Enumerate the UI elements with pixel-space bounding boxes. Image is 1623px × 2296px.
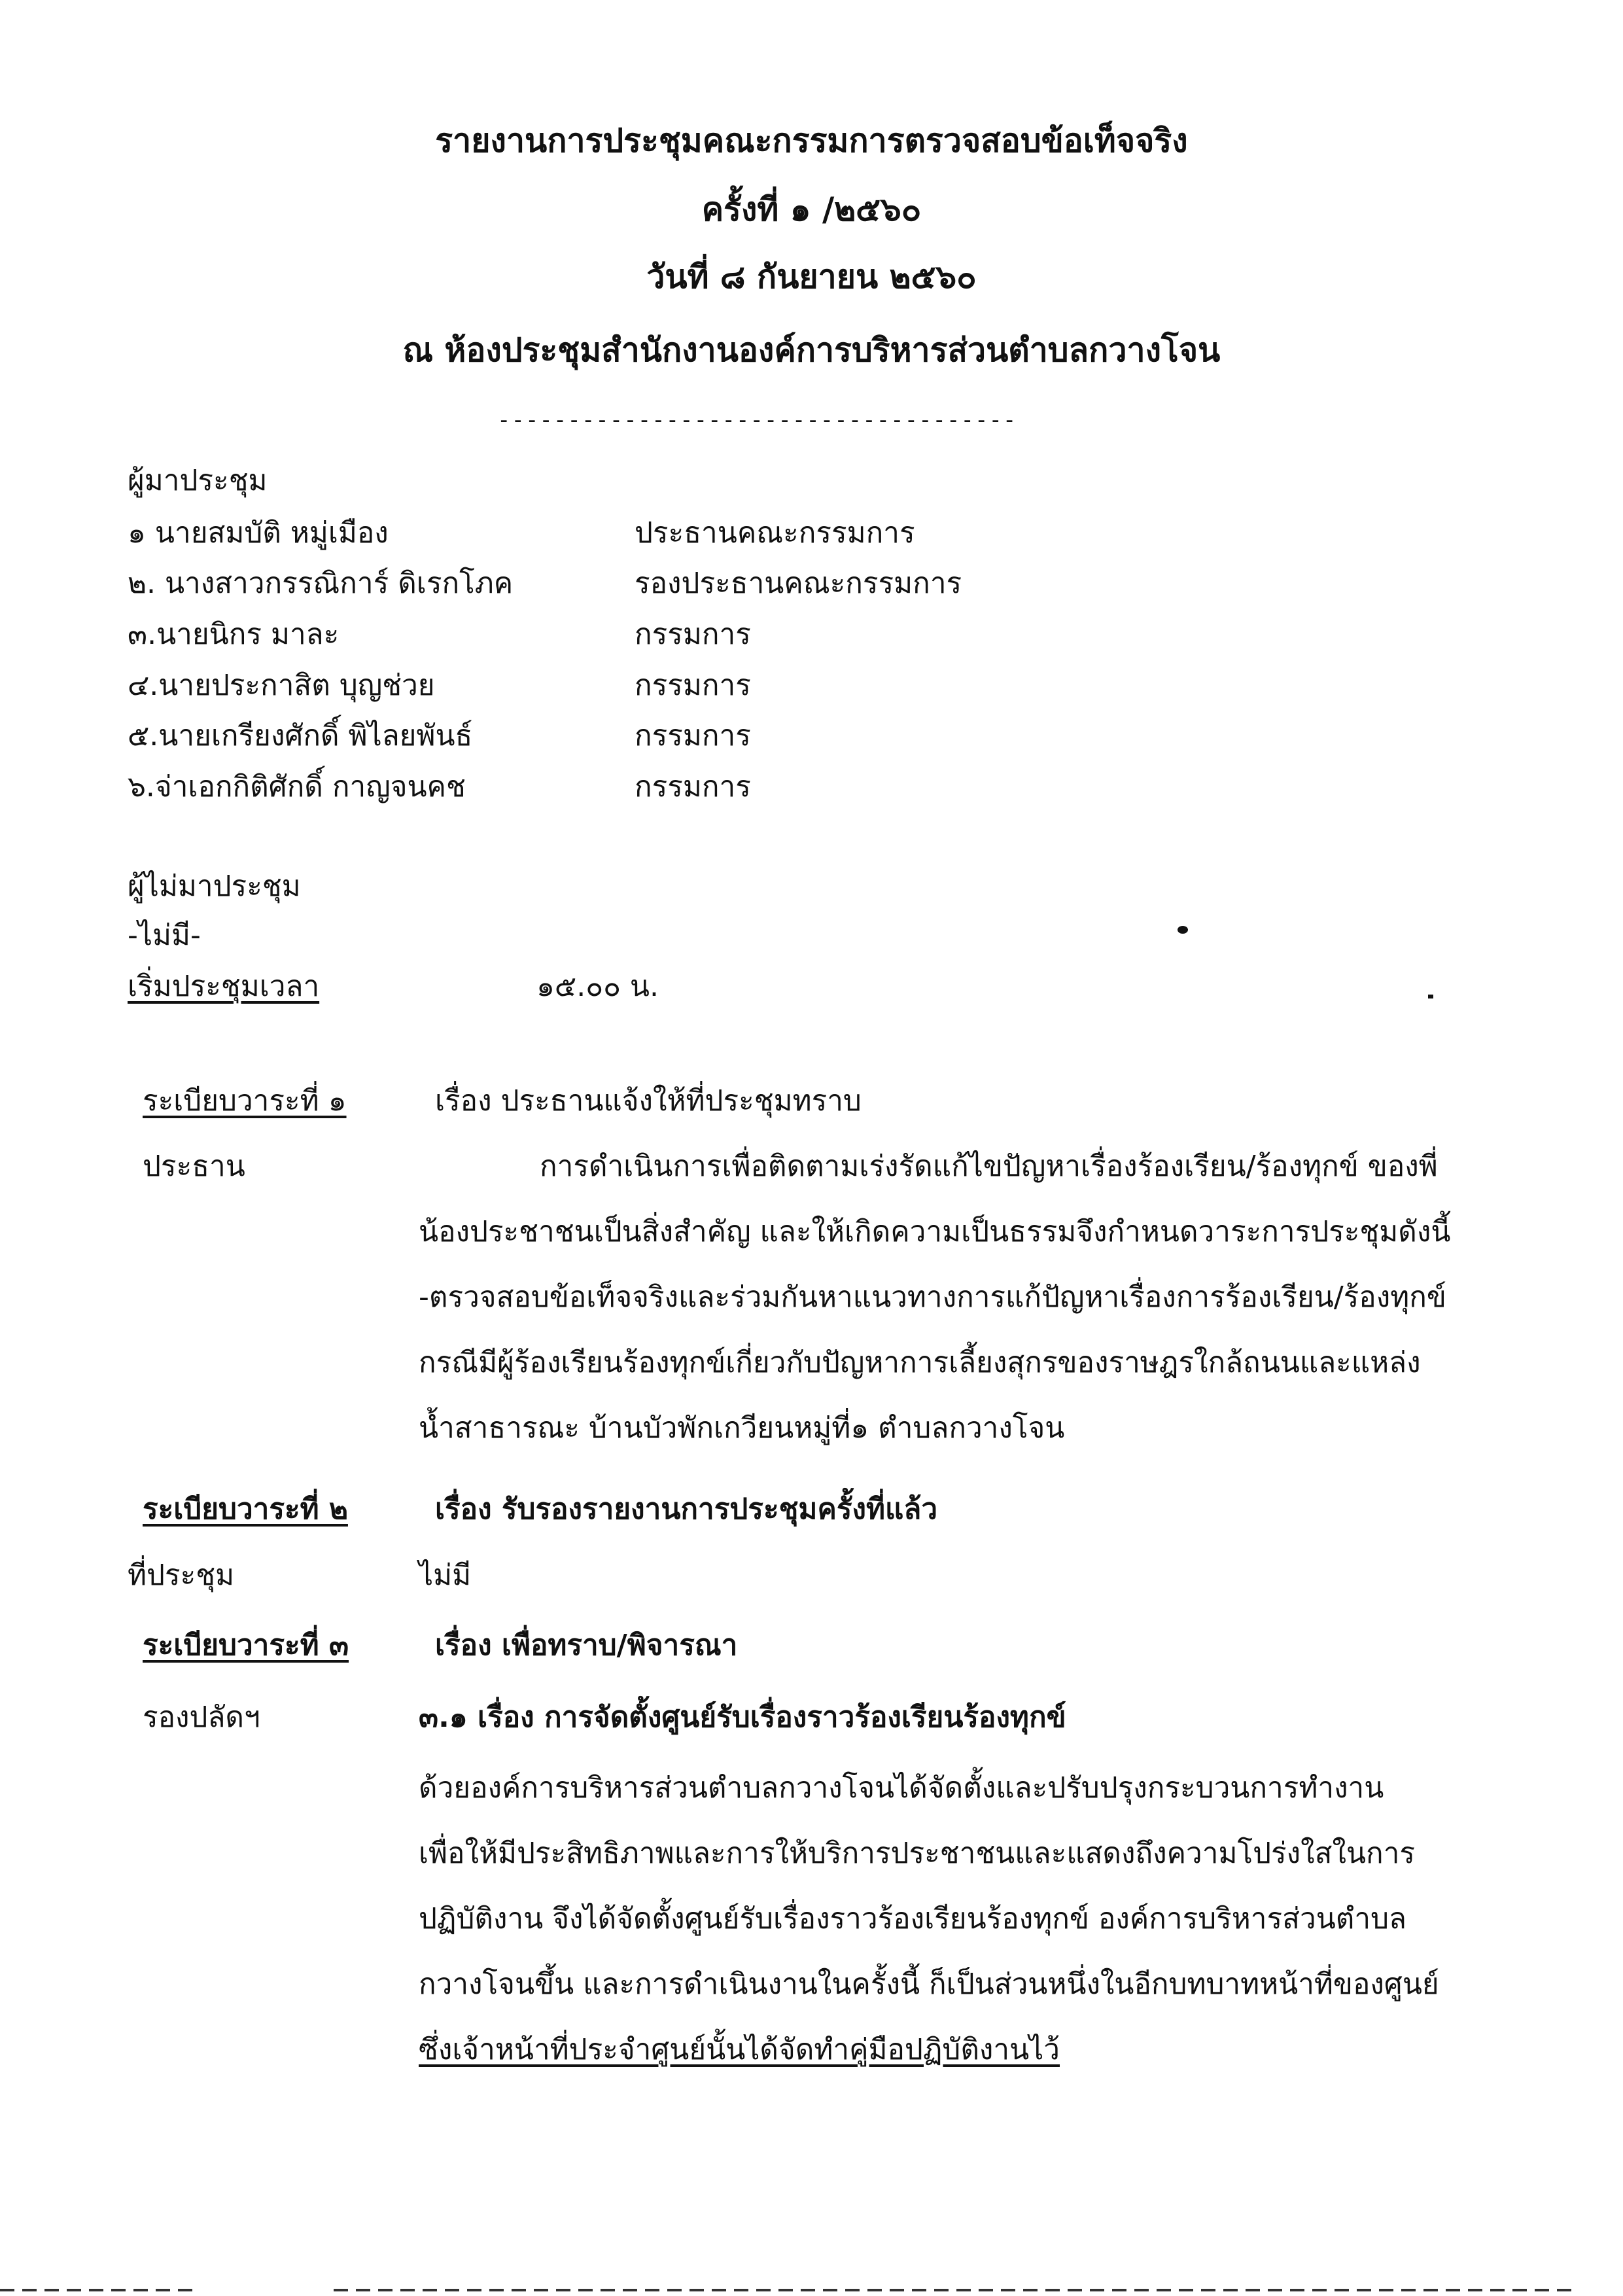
agenda-1-line: น้ำสาธารณะ บ้านบัวพักเกวียนหมู่ที่๑ ตำบลกวางโจน	[419, 1411, 1065, 1445]
agenda-1-speaker: ประธาน	[143, 1150, 245, 1183]
attendee-name: ๓.นายนิกร มาละ	[128, 618, 340, 651]
agenda-3-line: ซึ่งเจ้าหน้าที่ประจำศูนย์นั้นได้จัดทำคู่มือปฏิบัติงานไว้	[419, 2033, 1060, 2066]
attendee-role: กรรมการ	[635, 719, 751, 752]
start-time-value: ๑๕.๐๐ น.	[536, 970, 659, 1003]
attendee-name: ๔.นายประกาสิต บุญช่วย	[128, 669, 435, 702]
scan-edge-artifact	[0, 2289, 196, 2291]
agenda-1-line: น้องประชาชนเป็นสิ่งสำคัญ และให้เกิดความเป็นธรรมจึงกำหนดวาระการประชุมดังนี้	[419, 1215, 1451, 1248]
agenda-1-line: การดำเนินการเพื่อติดตามเร่งรัดแก้ไขปัญหาเรื่องร้องเรียน/ร้องทุกข์ ของพี่	[540, 1150, 1438, 1183]
agenda-3-label: ระเบียบวาระที่ ๓	[143, 1629, 349, 1662]
meeting-venue: ณ ห้องประชุมสำนักงานองค์การบริหารส่วนตำบลกวางโจน	[402, 331, 1221, 369]
attendee-role: กรรมการ	[635, 618, 751, 651]
agenda-2-speaker: ที่ประชุม	[128, 1559, 235, 1592]
attendee-name: ๒. นางสาวกรรณิการ์ ดิเรกโภค	[128, 567, 514, 600]
agenda-2-topic: เรื่อง รับรองรายงานการประชุมครั้งที่แล้ว	[435, 1492, 938, 1526]
agenda-3-line: เพื่อให้มีประสิทธิภาพและการให้บริการประชาชนและแสดงถึงความโปร่งใสในการ	[419, 1837, 1416, 1870]
agenda-2-label: ระเบียบวาระที่ ๒	[143, 1492, 348, 1526]
agenda-3-topic: เรื่อง เพื่อทราบ/พิจารณา	[435, 1629, 738, 1662]
agenda-3-speaker: รองปลัดฯ	[143, 1701, 260, 1734]
scan-speck	[1428, 995, 1433, 998]
attendee-role: กรรมการ	[635, 770, 751, 804]
session-number: ครั้งที่ ๑ /๒๕๖๐	[701, 190, 922, 228]
attendee-name: ๑ นายสมบัติ หมู่เมือง	[128, 516, 389, 550]
attendee-role: ประธานคณะกรรมการ	[635, 516, 915, 550]
scan-speck	[1178, 926, 1188, 934]
agenda-1-line: กรณีมีผู้ร้องเรียนร้องทุกข์เกี่ยวกับปัญหาการเลี้ยงสุกรของราษฎรใกล้ถนนและแหล่ง	[419, 1346, 1421, 1379]
scan-edge-artifact	[334, 2289, 1577, 2291]
attendee-name: ๕.นายเกรียงศักดิ์ พิไลยพันธ์	[128, 719, 473, 752]
agenda-3-line: ด้วยองค์การบริหารส่วนตำบลกวางโจนได้จัดตั้งและปรับปรุงกระบวนการทำงาน	[419, 1771, 1384, 1805]
attendee-role: รองประธานคณะกรรมการ	[635, 567, 962, 600]
agenda-1-topic: เรื่อง ประธานแจ้งให้ที่ประชุมทราบ	[435, 1084, 862, 1118]
agenda-3-subtopic: ๓.๑ เรื่อง การจัดตั้งศูนย์รับเรื่องราวร้องเรียนร้องทุกข์	[419, 1701, 1066, 1734]
start-time-label: เริ่มประชุมเวลา	[128, 970, 320, 1003]
absentees-value: -ไม่มี-	[128, 919, 201, 952]
absentees-heading: ผู้ไม่มาประชุม	[128, 870, 301, 903]
report-title: รายงานการประชุมคณะกรรมการตรวจสอบข้อเท็จจริง	[435, 122, 1188, 160]
agenda-3-line: ปฏิบัติงาน จึงได้จัดตั้งศูนย์รับเรื่องราวร้องเรียนร้องทุกข์ องค์การบริหารส่วนตำบล	[419, 1902, 1406, 1935]
agenda-1-label: ระเบียบวาระที่ ๑	[143, 1084, 347, 1118]
attendee-role: กรรมการ	[635, 669, 751, 702]
agenda-2-value: ไม่มี	[419, 1559, 472, 1592]
header-separator: -------------------------------------	[497, 407, 1017, 433]
attendee-name: ๖.จ่าเอกกิติศักดิ์ กาญจนคช	[128, 770, 466, 804]
meeting-date: วันที่ ๘ กันยายน ๒๕๖๐	[646, 258, 977, 296]
attendees-heading: ผู้มาประชุม	[128, 464, 268, 497]
agenda-3-line: กวางโจนขึ้น และการดำเนินงานในครั้งนี้ ก็เป็นส่วนหนึ่งในอีกบทบาทหน้าที่ของศูนย์	[419, 1968, 1439, 2001]
agenda-1-line: -ตรวจสอบข้อเท็จจริงและร่วมกันหาแนวทางการแก้ปัญหาเรื่องการร้องเรียน/ร้องทุกข์	[419, 1280, 1446, 1314]
